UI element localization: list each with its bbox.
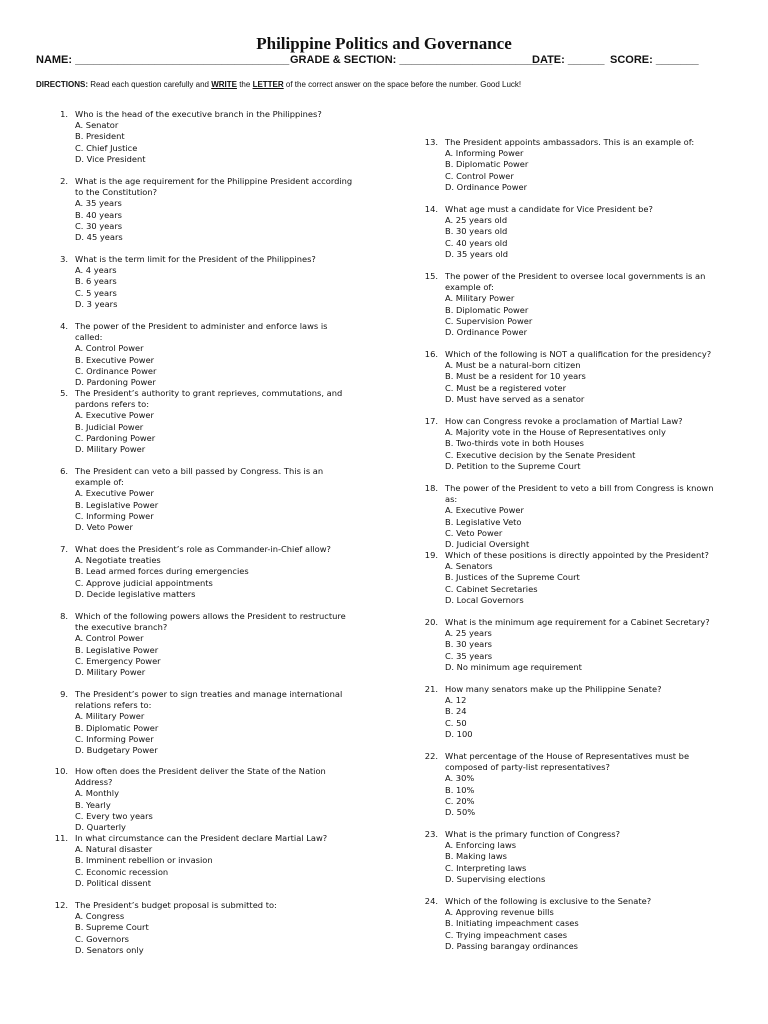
date-field-label[interactable]: DATE: ______: [532, 54, 605, 66]
question-number: 7.: [60, 544, 68, 554]
answer-option: A. Control Power: [75, 343, 144, 354]
answer-option: C. Informing Power: [75, 510, 154, 521]
answer-option: D. Military Power: [75, 667, 146, 678]
answer-option: C. Trying impeachment cases: [445, 929, 568, 940]
question-body: [445, 617, 725, 673]
question-text: Which of the following is NOT a qualification for the presidency?: [445, 349, 712, 359]
answer-option: D. Senators only: [75, 944, 144, 955]
answer-option: B. Diplomatic Power: [445, 304, 529, 315]
question-text: What does the President’s role as Commander-in-Chief allow?: [75, 544, 331, 554]
answer-option: D. Military Power: [75, 444, 146, 455]
answer-option: B. Yearly: [75, 799, 111, 810]
answer-option: C. Veto Power: [445, 527, 503, 538]
answer-option: D. Supervising elections: [445, 873, 546, 884]
answer-option: C. Every two years: [75, 810, 153, 821]
question-body: [445, 271, 725, 338]
answer-option: A. Senators: [445, 561, 493, 572]
question-body: [445, 684, 725, 740]
answer-option: D. Ordinance Power: [445, 327, 528, 338]
answer-option: D. Political dissent: [75, 877, 152, 888]
question-number: 18.: [424, 483, 438, 493]
answer-option: B. Two-thirds vote in both Houses: [445, 438, 584, 449]
answer-option: A. Monthly: [75, 788, 120, 799]
question-number: 14.: [424, 204, 438, 214]
question-text: What is the age requirement for the Philippine President according to the Constitution?: [75, 176, 353, 198]
answer-option: D. Local Governors: [445, 594, 524, 605]
question-text: What percentage of the House of Representatives must be composed of party-list representatives?: [445, 751, 690, 773]
answer-option: C. 5 years: [75, 287, 117, 298]
answer-option: B. 6 years: [75, 276, 117, 287]
answer-option: C. Emergency Power: [75, 655, 161, 666]
question-text: What is the primary function of Congress?: [445, 829, 621, 839]
question-body: [75, 321, 355, 388]
answer-option: A. Executive Power: [445, 505, 524, 516]
question-number: 15.: [424, 271, 438, 281]
answer-option: A. Congress: [75, 911, 125, 922]
answer-option: D. 45 years: [75, 232, 123, 243]
answer-option: C. Control Power: [445, 170, 514, 181]
answer-option: A. 12: [445, 695, 467, 706]
question-text: Who is the head of the executive branch in the Philippines?: [75, 109, 322, 119]
answer-option: D. 100: [445, 728, 473, 739]
question-body: [75, 388, 355, 455]
answer-option: C. Executive decision by the Senate President: [445, 449, 636, 460]
question-number: 4.: [60, 321, 68, 331]
answer-option: C. Pardoning Power: [75, 432, 156, 443]
question-body: [75, 689, 355, 756]
question-number: 22.: [424, 751, 438, 761]
answer-option: C. Chief Justice: [75, 142, 138, 153]
question-text: The President’s power to sign treaties and manage international relations refers to:: [75, 689, 343, 711]
question-body: [445, 416, 725, 472]
directions-prefix: DIRECTIONS:: [36, 80, 88, 89]
answer-option: B. Supreme Court: [75, 922, 149, 933]
question-body: [445, 349, 725, 405]
answer-option: C. Economic recession: [75, 866, 169, 877]
score-field-label[interactable]: SCORE: _______: [610, 54, 699, 66]
question-body: [75, 544, 355, 600]
answer-option: B. 24: [445, 706, 467, 717]
question-number: 17.: [424, 416, 438, 426]
question-number: 10.: [54, 766, 68, 776]
answer-option: B. Legislative Power: [75, 499, 159, 510]
answer-option: A. Majority vote in the House of Representatives only: [445, 427, 666, 438]
answer-option: D. Pardoning Power: [75, 377, 156, 388]
answer-option: D. Judicial Oversight: [445, 539, 530, 550]
question-number: 8.: [60, 611, 68, 621]
question-text: Which of these positions is directly appointed by the President?: [445, 550, 709, 560]
question-text: The President’s budget proposal is submitted to:: [75, 900, 277, 910]
question-body: [75, 766, 355, 833]
question-number: 5.: [60, 388, 68, 398]
question-text: The power of the President to administer and enforce laws is called:: [75, 321, 328, 343]
answer-option: C. Approve judicial appointments: [75, 577, 213, 588]
answer-option: A. 25 years: [445, 628, 492, 639]
page-title: Philippine Politics and Governance: [256, 34, 512, 53]
question-number: 1.: [60, 109, 68, 119]
question-number: 11.: [54, 833, 68, 843]
answer-option: A. 35 years: [75, 198, 122, 209]
answer-option: B. Legislative Veto: [445, 516, 522, 527]
question-body: [75, 611, 355, 678]
question-text: What is the term limit for the President of the Philippines?: [75, 254, 316, 264]
answer-option: D. 50%: [445, 807, 476, 818]
question-number: 20.: [424, 617, 438, 627]
answer-option: A. Senator: [75, 120, 119, 131]
answer-option: B. 30 years old: [445, 226, 508, 237]
answer-option: C. 20%: [445, 795, 475, 806]
answer-option: A. Executive Power: [75, 488, 154, 499]
answer-option: D. Budgetary Power: [75, 745, 158, 756]
question-body: [75, 466, 355, 533]
answer-option: C. 30 years: [75, 220, 123, 231]
question-body: [75, 900, 355, 956]
question-number: 3.: [60, 254, 68, 264]
question-number: 2.: [60, 176, 68, 186]
directions-text-1: Read each question carefully and: [88, 80, 212, 89]
answer-option: B. 30 years: [445, 639, 492, 650]
answer-option: A. Military Power: [445, 293, 515, 304]
name-field-label[interactable]: NAME: ___________________________________: [36, 54, 290, 66]
answer-option: D. Ordinance Power: [445, 181, 528, 192]
question-text: Which of the following powers allows the President to restructure the executive branch?: [75, 611, 346, 633]
question-text: In what circumstance can the President declare Martial Law?: [75, 833, 328, 843]
directions: [36, 80, 736, 89]
answer-option: D. Quarterly: [75, 822, 126, 833]
question-number: 19.: [424, 550, 438, 560]
answer-option: C. Interpreting laws: [445, 862, 527, 873]
answer-option: D. Veto Power: [75, 522, 133, 533]
answer-option: A. Executive Power: [75, 410, 154, 421]
question-number: 6.: [60, 466, 68, 476]
directions-letter: LETTER: [252, 80, 284, 89]
question-number: 12.: [54, 900, 68, 910]
answer-option: B. 10%: [445, 784, 475, 795]
answer-option: B. Diplomatic Power: [445, 159, 529, 170]
question-body: [75, 109, 355, 165]
question-text: Which of the following is exclusive to the Senate?: [445, 896, 652, 906]
answer-option: C. 35 years: [445, 650, 493, 661]
answer-option: C. 50: [445, 717, 467, 728]
answer-option: A. Must be a natural-born citizen: [445, 360, 581, 371]
answer-option: C. 40 years old: [445, 237, 508, 248]
answer-option: B. Imminent rebellion or invasion: [75, 855, 213, 866]
answer-option: A. 30%: [445, 773, 475, 784]
answer-option: B. Diplomatic Power: [75, 722, 159, 733]
answer-option: A. Informing Power: [445, 148, 524, 159]
grade-section-field-label[interactable]: GRADE & SECTION: _________________________: [290, 54, 553, 66]
answer-option: B. Executive Power: [75, 354, 155, 365]
question-number: 21.: [424, 684, 438, 694]
question-body: [445, 896, 725, 952]
question-text: The President appoints ambassadors. This is an example of:: [445, 137, 695, 147]
question-body: [75, 833, 355, 889]
answer-option: D. Vice President: [75, 153, 146, 164]
question-body: [75, 176, 355, 243]
question-text: How can Congress revoke a proclamation of Martial Law?: [445, 416, 683, 426]
answer-option: B. Judicial Power: [75, 421, 144, 432]
question-number: 16.: [424, 349, 438, 359]
question-text: The President can veto a bill passed by Congress. This is an example of:: [75, 466, 324, 488]
answer-option: A. Enforcing laws: [445, 840, 517, 851]
answer-option: C. Governors: [75, 933, 129, 944]
answer-option: D. Must have served as a senator: [445, 393, 585, 404]
answer-option: A. 25 years old: [445, 215, 508, 226]
question-body: [445, 829, 725, 885]
answer-option: B. President: [75, 131, 125, 142]
answer-option: C. Must be a registered voter: [445, 382, 567, 393]
question-body: [445, 204, 725, 260]
question-text: What age must a candidate for Vice President be?: [445, 204, 653, 214]
answer-option: B. Justices of the Supreme Court: [445, 572, 580, 583]
answer-option: A. 4 years: [75, 265, 117, 276]
directions-text-2: the: [236, 80, 253, 89]
question-text: The power of the President to veto a bill from Congress is known as:: [445, 483, 714, 505]
answer-option: B. Making laws: [445, 851, 507, 862]
answer-option: A. Negotiate treaties: [75, 555, 161, 566]
question-number: 9.: [60, 689, 68, 699]
answer-option: B. Legislative Power: [75, 644, 159, 655]
answer-option: D. Passing barangay ordinances: [445, 940, 578, 951]
question-text: The power of the President to oversee local governments is an example of:: [445, 271, 706, 293]
answer-option: B. 40 years: [75, 209, 122, 220]
answer-option: D. 3 years: [75, 298, 118, 309]
question-text: How often does the President deliver the State of the Nation Address?: [75, 766, 326, 788]
question-body: [445, 137, 725, 193]
answer-option: C. Informing Power: [75, 733, 154, 744]
answer-option: A. Approving revenue bills: [445, 907, 554, 918]
directions-text-3: of the correct answer on the space before the number. Good Luck!: [283, 80, 522, 89]
answer-option: C. Ordinance Power: [75, 365, 157, 376]
answer-option: A. Control Power: [75, 633, 144, 644]
answer-option: A. Natural disaster: [75, 844, 153, 855]
answer-option: D. Petition to the Supreme Court: [445, 460, 581, 471]
question-number: 24.: [424, 896, 438, 906]
answer-option: C. Cabinet Secretaries: [445, 583, 538, 594]
question-text: What is the minimum age requirement for a Cabinet Secretary?: [445, 617, 710, 627]
answer-option: D. 35 years old: [445, 248, 508, 259]
question-body: [75, 254, 355, 310]
question-body: [445, 751, 725, 818]
question-number: 23.: [424, 829, 438, 839]
question-body: [445, 483, 725, 550]
answer-option: D. No minimum age requirement: [445, 661, 582, 672]
directions-write: WRITE: [211, 80, 237, 89]
answer-option: B. Must be a resident for 10 years: [445, 371, 586, 382]
answer-option: C. Supervision Power: [445, 315, 533, 326]
answer-option: B. Initiating impeachment cases: [445, 918, 579, 929]
answer-option: B. Lead armed forces during emergencies: [75, 566, 249, 577]
question-text: The President’s authority to grant reprieves, commutations, and pardons refers to:: [75, 388, 343, 410]
question-text: How many senators make up the Philippine Senate?: [445, 684, 662, 694]
answer-option: A. Military Power: [75, 711, 145, 722]
question-body: [445, 550, 725, 606]
answer-option: D. Decide legislative matters: [75, 588, 196, 599]
question-number: 13.: [424, 137, 438, 147]
